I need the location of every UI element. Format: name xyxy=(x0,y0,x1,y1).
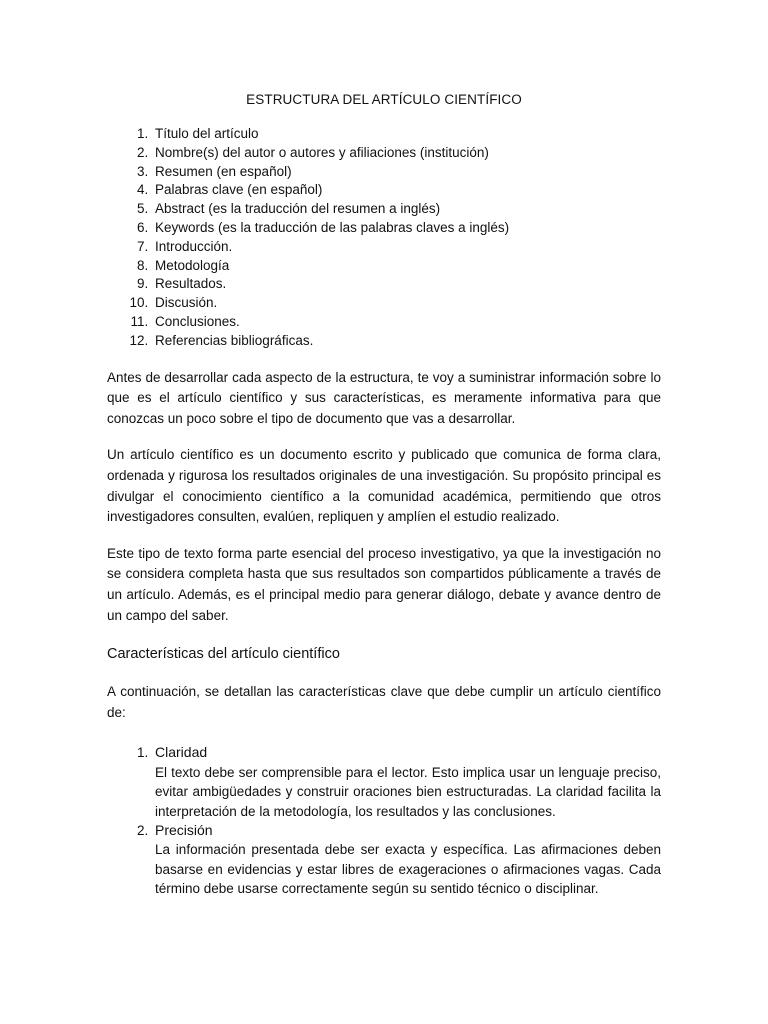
structure-list xyxy=(107,125,661,351)
section-intro-paragraph: A continuación, se detallan las características clave que debe cumplir un artículo científico de: xyxy=(107,684,661,720)
list-item: 12. Referencias bibliográficas. xyxy=(152,332,661,351)
list-item: 1. Título del artículo xyxy=(152,125,661,144)
list-item: 5. Abstract (es la traducción del resumen a inglés) xyxy=(152,200,661,219)
list-item: 4. Palabras clave (en español) xyxy=(152,181,661,200)
list-item: 2. Nombre(s) del autor o autores y afiliaciones (institución) xyxy=(152,144,661,163)
list-item: 9. Resultados. xyxy=(152,275,661,294)
feature-item xyxy=(152,743,661,821)
list-item: 8. Metodología xyxy=(152,257,661,276)
definition-paragraph: Un artículo científico es un documento escrito y publicado que comunica de forma clara, ordenada y rigurosa los resultados originales de una investigación. Su propósito principal es divulgar el conocimiento científico a la comunidad académica, permitiendo que otros investigadores consulten, evalúen, repliquen y amplíen el estudio realizado. xyxy=(107,447,661,525)
purpose-paragraph: Este tipo de texto forma parte esencial del proceso investigativo, ya que la investigación no se considera completa hasta que sus resultados son compartidos públicamente a través de un artículo. Además, es el principal medio para generar diálogo, debate y avance dentro de un campo del saber. xyxy=(107,545,661,623)
feature-item xyxy=(152,821,661,899)
list-item: 7. Introducción. xyxy=(152,238,661,257)
features-list xyxy=(107,743,661,898)
list-item: 10. Discusión. xyxy=(152,294,661,313)
list-item: 6. Keywords (es la traducción de las palabras claves a inglés) xyxy=(152,219,661,238)
list-item: 11. Conclusiones. xyxy=(152,313,661,332)
section-heading: Características del artículo científico xyxy=(107,646,340,663)
document-title: ESTRUCTURA DEL ARTÍCULO CIENTÍFICO xyxy=(246,92,522,107)
feature-title: 1. Claridad xyxy=(155,744,208,761)
feature-title: 2. Precisión xyxy=(155,821,213,838)
feature-body: El texto debe ser comprensible para el lector. Esto implica usar un lenguaje preciso, evitar ambigüedades y construir oraciones bien estructuradas. La claridad facilita la interpretación de la metodología, los resultados y las conclusiones. xyxy=(155,764,661,819)
list-item: 3. Resumen (en español) xyxy=(152,163,661,182)
feature-body: La información presentada debe ser exacta y específica. Las afirmaciones deben basarse en evidencias y estar libres de exageraciones o afirmaciones vagas. Cada término debe usarse correctamente según su sentido técnico o disciplinar. xyxy=(155,842,661,897)
intro-paragraph: Antes de desarrollar cada aspecto de la estructura, te voy a suministrar información sobre lo que es el artículo científico y sus características, es meramente informativa para que conozcas un poco sobre el tipo de documento que vas a desarrollar. xyxy=(107,369,661,426)
